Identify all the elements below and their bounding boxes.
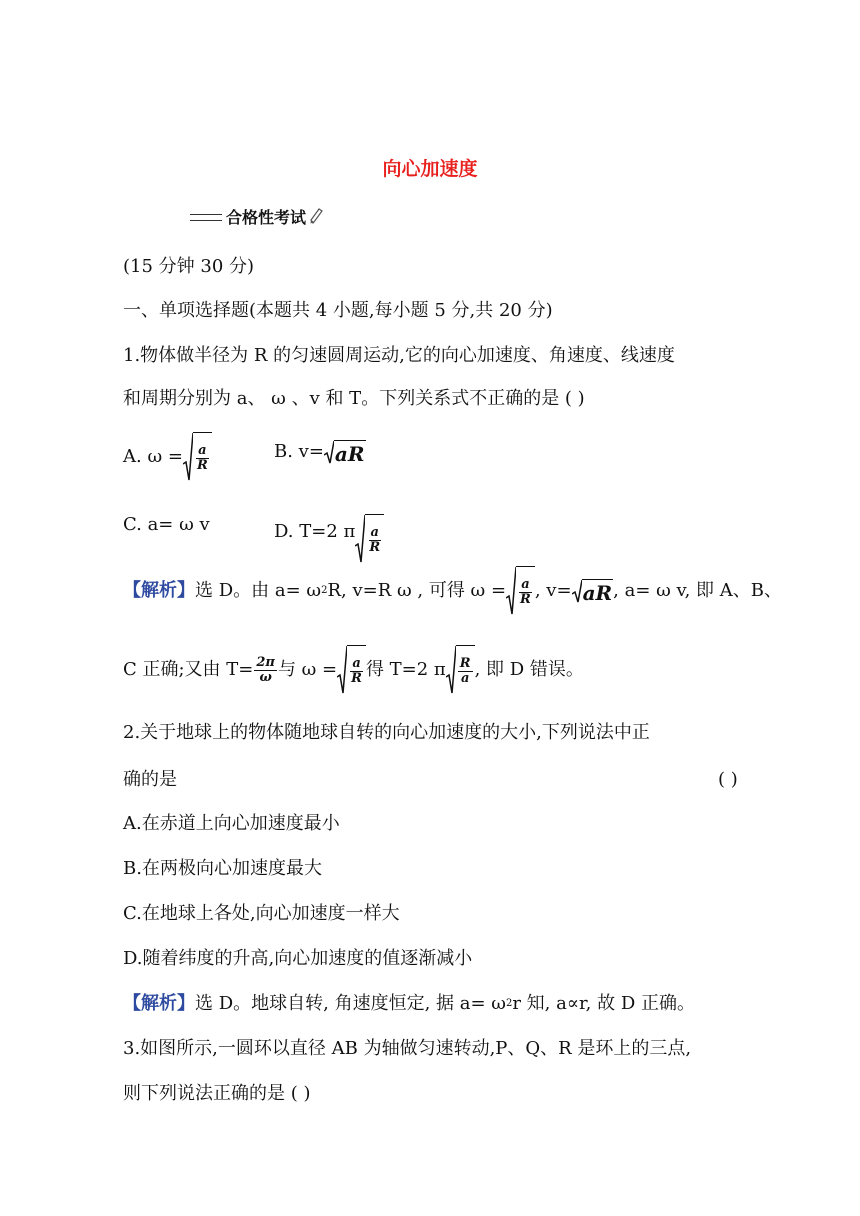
frac-den: ω (259, 669, 272, 685)
pencil-icon (310, 208, 324, 227)
frac-den: R (196, 458, 208, 473)
frac-den: R (520, 592, 531, 607)
frac-num: R (459, 656, 471, 672)
sqrt-aR (572, 579, 614, 603)
q1-option-a (123, 432, 212, 482)
q2-analysis (123, 995, 695, 1013)
q1-option-b-text: B. v= (274, 441, 324, 462)
q1-stem-line2: 和周期分别为 a、 ω 、v 和 T。下列关系式不正确的是 ( ) (123, 388, 585, 409)
q2-answer-blank: ( ) (718, 769, 738, 790)
page-title: 向心加速度 (382, 158, 478, 180)
q2-option-d: D.随着纬度的升高,向心加速度的值逐渐减小 (123, 948, 473, 969)
two-pi-over-omega (254, 656, 277, 684)
analysis-tag: 【解析】 (123, 993, 195, 1014)
sqrt-R-over-a (446, 645, 475, 695)
frac-den: R (369, 540, 381, 555)
q1-option-d (274, 500, 384, 564)
analysis-text: 与 ω = (277, 659, 338, 680)
analysis-text: 得 T=2 π (365, 659, 446, 680)
radicand-aR: aR (582, 580, 613, 605)
double-line-divider (190, 214, 222, 221)
section-label: 合格性考试 (226, 207, 307, 227)
analysis-text: , v= (534, 580, 572, 601)
sqrt-aR (324, 440, 366, 464)
q2-option-c: C.在地球上各处,向心加速度一样大 (123, 903, 400, 924)
frac-num: a (198, 443, 207, 459)
q1-option-c: C. a= ω v (123, 514, 210, 535)
sqrt-a-over-R (183, 432, 212, 482)
superscript: 2 (505, 998, 513, 1009)
q2-option-b: B.在两极向心加速度最大 (123, 858, 322, 879)
analysis-tag: 【解析】 (123, 580, 195, 601)
frac-num: 2π (256, 654, 275, 670)
frac-num: a (352, 656, 361, 672)
q1-analysis-line1 (123, 566, 782, 616)
sqrt-a-over-R-d (355, 514, 384, 564)
superscript: 2 (321, 585, 328, 596)
q1-stem-line1: 1.物体做半径为 R 的匀速圆周运动,它的向心加速度、角速度、线速度 (123, 345, 675, 366)
analysis-text: 选 D。由 a= ω (195, 580, 322, 601)
time-info: (15 分钟 30 分) (123, 256, 255, 277)
analysis-text: , 即 D 错误。 (474, 659, 584, 680)
q2-stem-line2: 确的是 (123, 769, 177, 790)
sqrt-a-over-R (506, 566, 535, 616)
q3-stem-line1: 3.如图所示,一圆环以直径 AB 为轴做匀速转动,P、Q、R 是环上的三点, (123, 1038, 692, 1059)
analysis-text: , a= ω v, 即 A、B、 (613, 580, 782, 601)
sqrt-a-over-R (337, 645, 366, 695)
section-header (190, 208, 324, 227)
part-heading: 一、单项选择题(本题共 4 小题,每小题 5 分,共 20 分) (123, 300, 553, 321)
radicand-aR: aR (334, 441, 365, 466)
frac-den: a (460, 671, 470, 686)
frac-num: a (521, 577, 530, 593)
q2-stem-line1: 2.关于地球上的物体随地球自转的向心加速度的大小,下列说法中正 (123, 722, 650, 743)
analysis-text: 选 D。地球自转, 角速度恒定, 据 a= ω (195, 993, 506, 1014)
q3-stem-line2: 则下列说法正确的是 ( ) (123, 1083, 311, 1104)
analysis-text: R, v=R ω , 可得 ω = (327, 580, 507, 601)
q1-analysis-line2 (123, 645, 584, 695)
analysis-text: C 正确;又由 T= (123, 659, 254, 680)
q2-option-a: A.在赤道上向心加速度最小 (123, 813, 340, 834)
frac-num: a (370, 525, 379, 541)
q1-option-a-text: A. ω = (123, 446, 183, 467)
q1-option-b (274, 440, 366, 464)
frac-den: R (351, 671, 362, 686)
analysis-text: r 知, a∝r, 故 D 正确。 (512, 993, 695, 1014)
q1-option-d-text: D. T=2 π (274, 521, 356, 542)
